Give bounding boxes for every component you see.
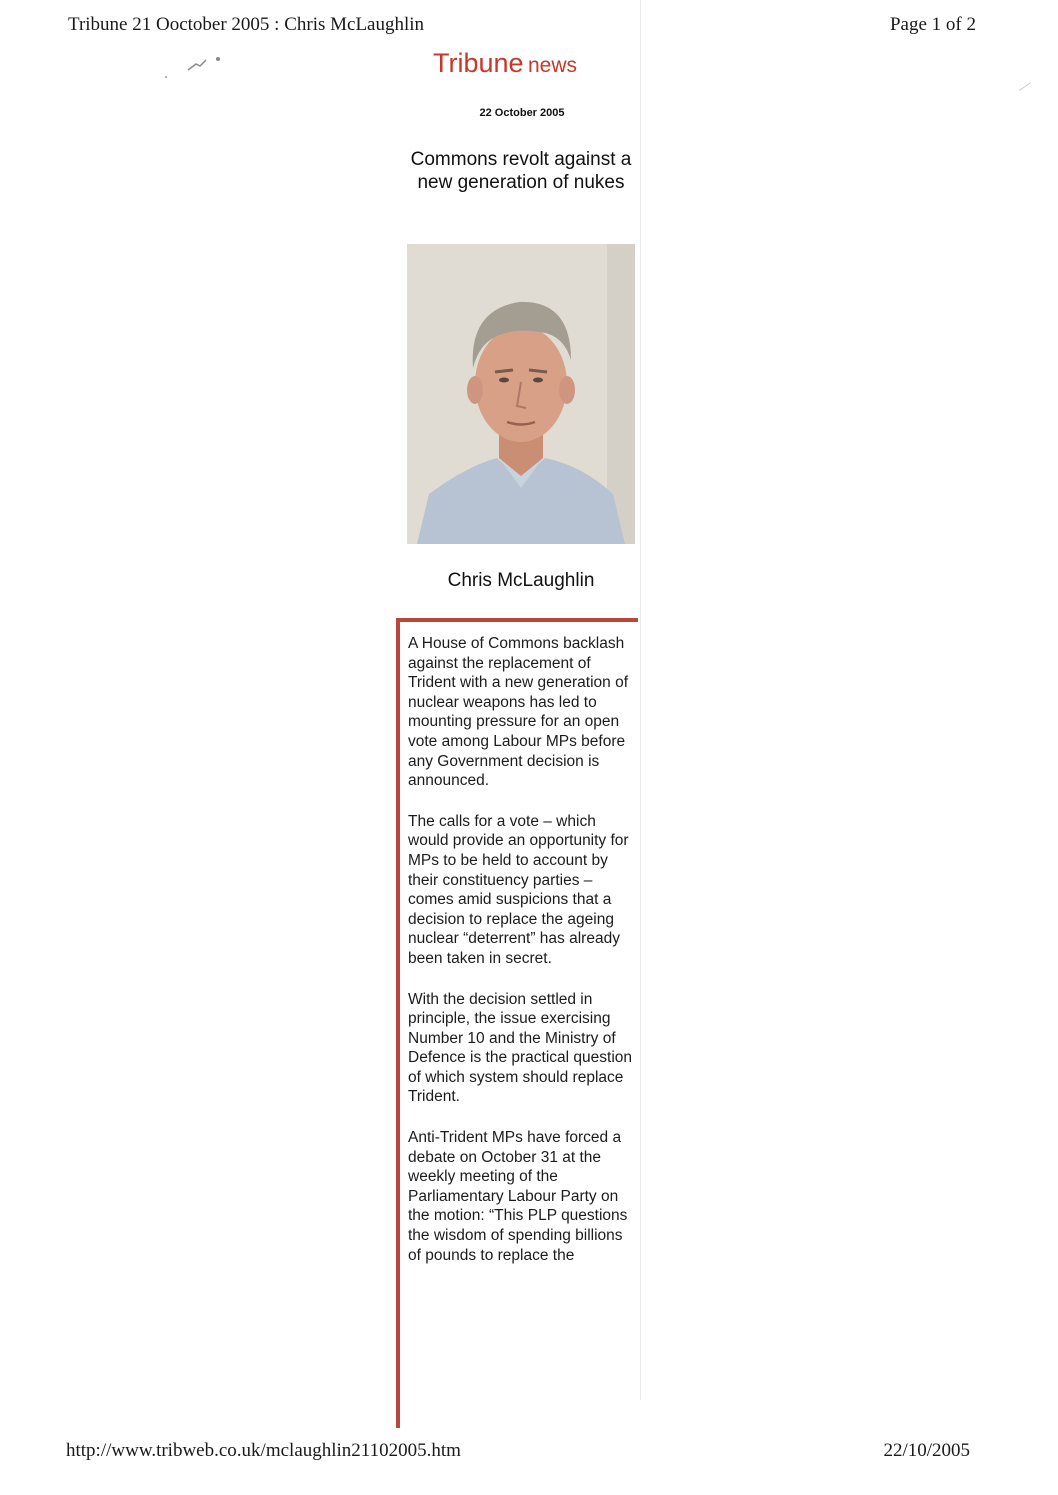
print-header-title: Tribune 21 Ooctober 2005 : Chris McLaughlin [68, 14, 425, 35]
article-paragraph: A House of Commons backlash against the replacement of Trident with a new generation of nuclear weapons has led to mounting pressure for an open vote among Labour MPs before any Government decision is announced. [408, 635, 628, 790]
article-body [408, 634, 634, 1286]
masthead-brand: Tribune [433, 48, 524, 78]
page-edge-line [640, 0, 641, 1400]
print-footer-date: 22/10/2005 [883, 1440, 970, 1461]
print-page-number: Page 1 of 2 [889, 14, 976, 35]
article-paragraph: Anti-Trident MPs have forced a debate on October 31 at the weekly meeting of the Parliamentary Labour Party on the motion: “This PLP questions the wisdom of spending billions of pounds to replace the [408, 1129, 628, 1264]
scan-smudge-icon [160, 52, 230, 87]
article-headline: Commons revolt against a new generation of nukes [410, 149, 632, 193]
masthead-section: news [528, 54, 578, 77]
author-portrait-image [407, 244, 635, 544]
article-rule-top [396, 618, 638, 622]
article-date: 22 October 2005 [479, 107, 565, 119]
photo-caption: Chris McLaughlin [447, 570, 595, 591]
article-paragraph: With the decision settled in principle, the issue exercising Number 10 and the Ministry of Defence is the practical question of which system should replace Trident. [408, 990, 633, 1106]
article-paragraph: The calls for a vote – which would provide an opportunity for MPs to be held to account by their constituency parties – comes amid suspicions that a decision to replace the ageing nuclear “deterrent” has already been taken in secret. [408, 812, 629, 967]
article-rule-left [396, 618, 400, 1428]
scan-mark [1019, 82, 1031, 91]
print-footer-url: http://www.tribweb.co.uk/mclaughlin21102005.htm [66, 1440, 461, 1461]
author-photo [407, 244, 635, 544]
masthead [433, 48, 577, 79]
